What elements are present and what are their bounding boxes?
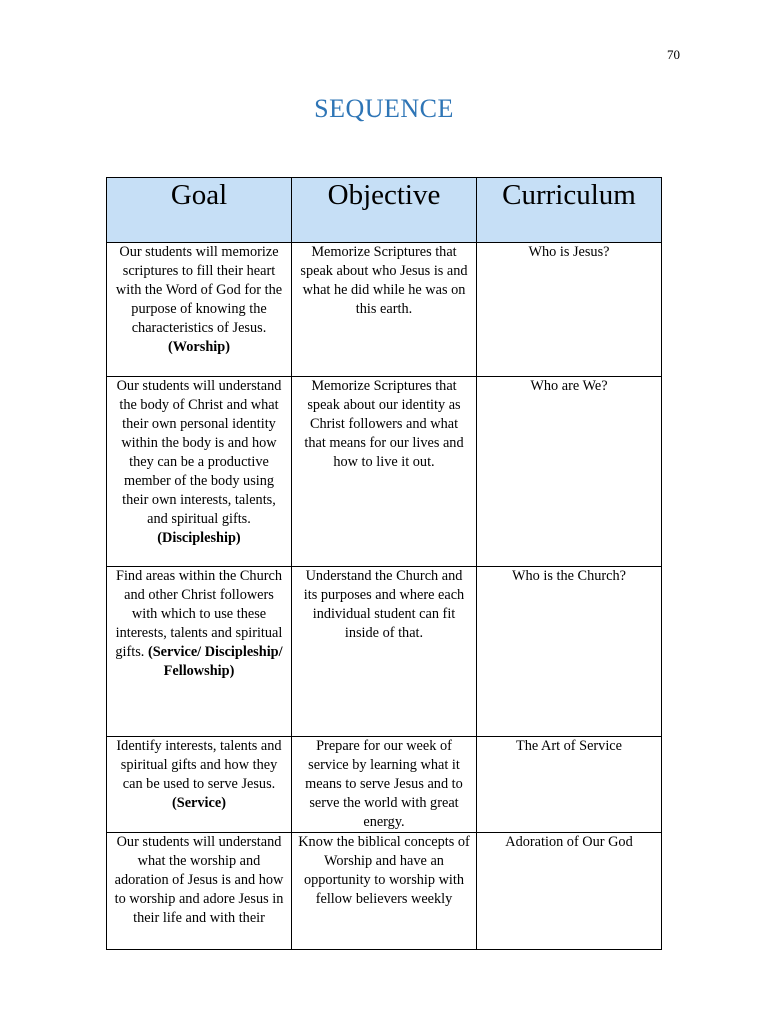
page-title: SEQUENCE xyxy=(314,94,454,123)
goal-text: Our students will understand what the worship and adoration of Jesus is and how to worship and adore Jesus in their life and with their xyxy=(114,834,284,926)
table-row xyxy=(107,833,662,950)
table-row xyxy=(107,243,662,377)
curriculum-cell: The Art of Service xyxy=(477,737,662,833)
goal-tag: (Discipleship) xyxy=(157,530,241,546)
objective-cell: Understand the Church and its purposes and where each individual student can fit inside of that. xyxy=(292,567,477,737)
header-curriculum: Curriculum xyxy=(477,178,662,243)
goal-cell xyxy=(107,567,292,737)
goal-cell xyxy=(107,737,292,833)
header-goal: Goal xyxy=(107,178,292,243)
header-objective: Objective xyxy=(292,178,477,243)
curriculum-cell: Who are We? xyxy=(477,377,662,567)
sequence-table xyxy=(106,177,662,950)
table-header-row xyxy=(107,178,662,243)
table-row xyxy=(107,737,662,833)
objective-cell: Memorize Scriptures that speak about our identity as Christ followers and what that means for our lives and how to live it out. xyxy=(292,377,477,567)
goal-tag: (Service/ Discipleship/ Fellowship) xyxy=(147,644,283,679)
curriculum-cell: Adoration of Our God xyxy=(477,833,662,950)
goal-tag: (Service) xyxy=(172,795,226,811)
goal-text: Identify interests, talents and spiritual gifts and how they can be used to serve Jesus. xyxy=(116,738,282,792)
goal-cell xyxy=(107,377,292,567)
table-row xyxy=(107,567,662,737)
goal-text: Our students will understand the body of Christ and what their own personal identity within the body is and how they can be a productive member of the body using their own interests, talents, and spiritual gifts. xyxy=(116,378,282,527)
goal-tag: (Worship) xyxy=(168,339,230,355)
objective-cell: Memorize Scriptures that speak about who Jesus is and what he did while he was on this earth. xyxy=(292,243,477,377)
objective-cell: Prepare for our week of service by learning what it means to serve Jesus and to serve the world with great energy. xyxy=(292,737,477,833)
table-row xyxy=(107,377,662,567)
goal-cell xyxy=(107,243,292,377)
curriculum-cell: Who is the Church? xyxy=(477,567,662,737)
page-number: 70 xyxy=(667,47,680,62)
goal-cell xyxy=(107,833,292,950)
goal-text: Our students will memorize scriptures to fill their heart with the Word of God for the purpose of knowing the characteristics of Jesus. xyxy=(115,244,283,336)
objective-cell: Know the biblical concepts of Worship and have an opportunity to worship with fellow believers weekly xyxy=(292,833,477,950)
curriculum-cell: Who is Jesus? xyxy=(477,243,662,377)
goal-text: Find areas within the Church and other Christ followers with which to use these interests, talents and spiritual gifts. xyxy=(115,568,283,660)
